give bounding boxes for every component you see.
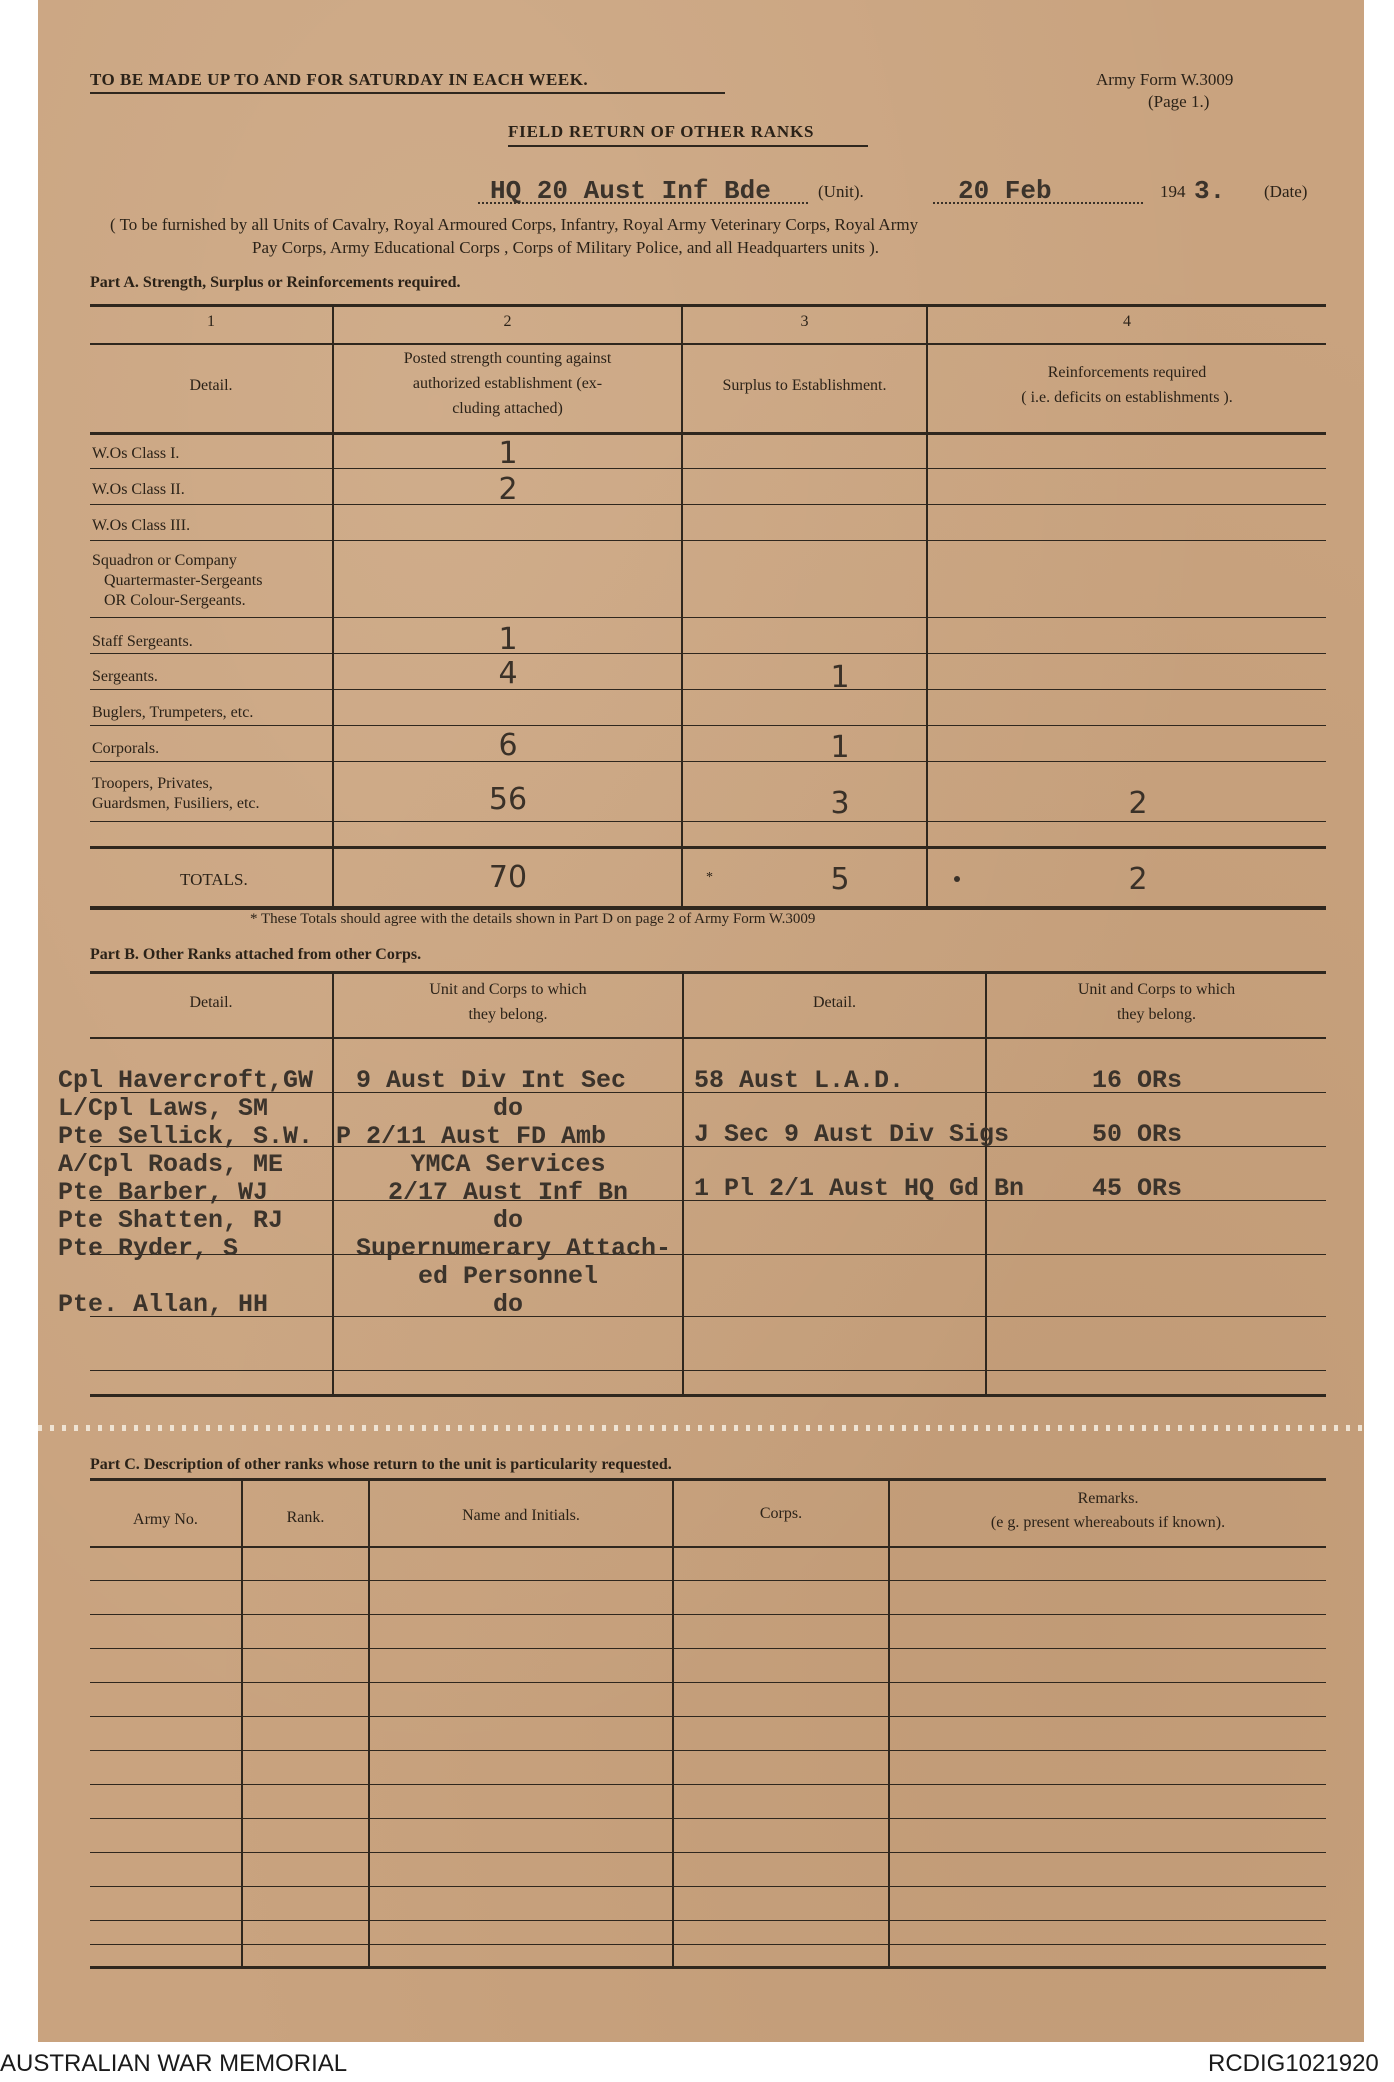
attached-unit-right-2: 50 ORs xyxy=(1092,1120,1183,1149)
row-label-staff-sgt: Staff Sergeants. xyxy=(92,633,193,650)
attached-unit-right-3: 45 ORs xyxy=(1092,1174,1183,1203)
part-a-heading: Part A. Strength, Surplus or Reinforcements required. xyxy=(90,274,461,291)
form-number: Army Form W.3009 xyxy=(1096,70,1234,89)
part-b-header-unit-1: Unit and Corps to which xyxy=(429,981,587,998)
attached-unit-5: 2/17 Aust Inf Bn xyxy=(387,1178,629,1207)
col-header-posted-2: authorized establishment (ex- xyxy=(412,375,603,392)
col-number-2: 2 xyxy=(503,313,512,330)
footer-id: RCDIG1021920 xyxy=(1208,2050,1379,2077)
unit-dotted-line xyxy=(478,202,808,204)
col-header-reinf-1: Reinforcements required xyxy=(1047,364,1207,381)
form-title-underline xyxy=(508,145,868,147)
unit-label: (Unit). xyxy=(818,182,864,201)
posted-wo2: 2 xyxy=(498,472,518,507)
posted-privates: 56 xyxy=(488,782,528,817)
date-value: 20 Feb xyxy=(958,176,1052,206)
part-b-header-detail: Detail. xyxy=(189,994,233,1011)
part-b-header-unit2-1: Unit and Corps to which xyxy=(1077,981,1236,998)
attached-detail-2: L/Cpl Laws, SM xyxy=(58,1094,269,1123)
part-b-header-unit-2: they belong. xyxy=(468,1006,548,1023)
row-label-privates-2: Guardsmen, Fusiliers, etc. xyxy=(92,795,260,812)
attached-unit-2: do xyxy=(492,1094,523,1123)
attached-unit-right-1: 16 ORs xyxy=(1092,1066,1183,1095)
row-label-corporals: Corporals. xyxy=(92,740,160,757)
col-number-1: 1 xyxy=(207,313,215,330)
attached-detail-right-1: 58 Aust L.A.D. xyxy=(694,1066,905,1095)
attached-unit-8: ed Personnel xyxy=(417,1262,599,1291)
top-instruction: TO BE MADE UP TO AND FOR SATURDAY IN EACH WEEK. xyxy=(90,70,589,89)
totals-surplus: 5 xyxy=(830,862,850,897)
posted-corporals: 6 xyxy=(498,728,518,763)
part-c-header-name: Name and Initials. xyxy=(462,1507,580,1524)
row-label-wo3: W.Os Class III. xyxy=(92,517,191,534)
totals-posted: 70 xyxy=(488,860,528,895)
totals-label: TOTALS. xyxy=(180,870,248,889)
row-label-wo2: W.Os Class II. xyxy=(92,481,185,498)
posted-sgt: 4 xyxy=(498,656,518,691)
part-c-header-army-no: Army No. xyxy=(133,1511,198,1528)
row-label-buglers: Buglers, Trumpeters, etc. xyxy=(92,704,254,721)
attached-unit-1: 9 Aust Div Int Sec xyxy=(356,1066,627,1095)
row-label-wo1: W.Os Class I. xyxy=(92,445,180,462)
part-b-header-unit2-2: they belong. xyxy=(1116,1006,1197,1023)
row-label-cqms-1: Squadron or Company xyxy=(92,552,237,569)
col-number-4: 4 xyxy=(1123,313,1131,330)
col-header-surplus: Surplus to Establishment. xyxy=(722,377,887,394)
col-header-posted-1: Posted strength counting against xyxy=(403,350,612,367)
form-sheet xyxy=(38,0,1364,2042)
instructions-line-1: ( To be furnished by all Units of Cavalry, Royal Armoured Corps, Infantry, Royal Army Veterinary Corps, Royal Army xyxy=(110,215,919,234)
part-c-header-corps: Corps. xyxy=(759,1505,803,1522)
attached-unit-3: P 2/11 Aust FD Amb xyxy=(336,1122,607,1151)
surplus-privates: 3 xyxy=(830,786,850,821)
surplus-sgt: 1 xyxy=(830,660,850,695)
date-year-hand: 3. xyxy=(1194,176,1226,206)
attached-unit-4: YMCA Services xyxy=(410,1150,606,1179)
form-title: FIELD RETURN OF OTHER RANKS xyxy=(508,122,815,141)
row-label-sgt: Sergeants. xyxy=(92,668,158,685)
attached-detail-6: Pte Shatten, RJ xyxy=(58,1206,284,1235)
part-b-header-detail-2: Detail. xyxy=(812,994,857,1011)
part-c-heading: Part C. Description of other ranks whose return to the unit is particularity requested. xyxy=(90,1456,672,1473)
col-header-reinf-2: ( i.e. deficits on establishments ). xyxy=(1021,389,1233,406)
totals-reinf: 2 xyxy=(1128,862,1148,897)
part-c-header-rank: Rank. xyxy=(286,1509,325,1526)
col-header-detail: Detail. xyxy=(189,377,233,394)
attached-unit-6: do xyxy=(492,1206,523,1235)
posted-staff-sgt: 1 xyxy=(498,622,518,657)
perforation-line xyxy=(38,1425,1364,1431)
attached-detail-9: Pte. Allan, HH xyxy=(58,1290,269,1319)
instructions-line-2: Pay Corps, Army Educational Corps , Corps of Military Police, and all Headquarters units ). xyxy=(252,238,880,257)
top-instruction-underline xyxy=(90,92,725,94)
date-year-print: 194 xyxy=(1160,182,1186,201)
attached-detail-right-2: J Sec 9 Aust Div Sigs xyxy=(694,1120,1010,1149)
row-label-cqms-3: OR Colour-Sergeants. xyxy=(104,592,246,609)
posted-wo1: 1 xyxy=(498,436,518,471)
page-number: (Page 1.) xyxy=(1148,92,1210,111)
row-label-cqms-2: Quartermaster-Sergeants xyxy=(104,572,263,589)
totals-surplus-asterisk: * xyxy=(706,870,713,885)
totals-reinf-bullet xyxy=(954,876,960,882)
part-b-heading: Part B. Other Ranks attached from other Corps. xyxy=(90,946,422,963)
attached-detail-1: Cpl Havercroft,GW xyxy=(58,1066,314,1095)
attached-detail-7: Pte Ryder, S xyxy=(58,1234,239,1263)
attached-detail-5: Pte Barber, WJ xyxy=(58,1178,269,1207)
attached-detail-right-3: 1 Pl 2/1 Aust HQ Gd Bn xyxy=(694,1174,1025,1203)
attached-detail-4: A/Cpl Roads, ME xyxy=(58,1150,284,1179)
unit-value: HQ 20 Aust Inf Bde xyxy=(490,176,771,206)
date-dotted-line xyxy=(933,202,1143,204)
reinf-privates: 2 xyxy=(1128,786,1148,821)
part-c-header-remarks-1: Remarks. xyxy=(1077,1490,1139,1507)
surplus-corporals: 1 xyxy=(830,730,850,765)
row-label-privates-1: Troopers, Privates, xyxy=(92,775,213,792)
part-c-header-remarks-2: (e g. present whereabouts if known). xyxy=(990,1514,1226,1531)
part-a-footnote: * These Totals should agree with the details shown in Part D on page 2 of Army Form W.3009 xyxy=(250,911,816,927)
date-label: (Date) xyxy=(1264,182,1308,201)
col-header-posted-3: cluding attached) xyxy=(452,400,563,417)
footer-credit: AUSTRALIAN WAR MEMORIAL xyxy=(0,2050,348,2077)
attached-unit-9: do xyxy=(492,1290,523,1319)
attached-detail-3: Pte Sellick, S.W. xyxy=(58,1122,314,1151)
col-number-3: 3 xyxy=(800,313,809,330)
attached-unit-7: Supernumerary Attach- xyxy=(356,1234,672,1263)
